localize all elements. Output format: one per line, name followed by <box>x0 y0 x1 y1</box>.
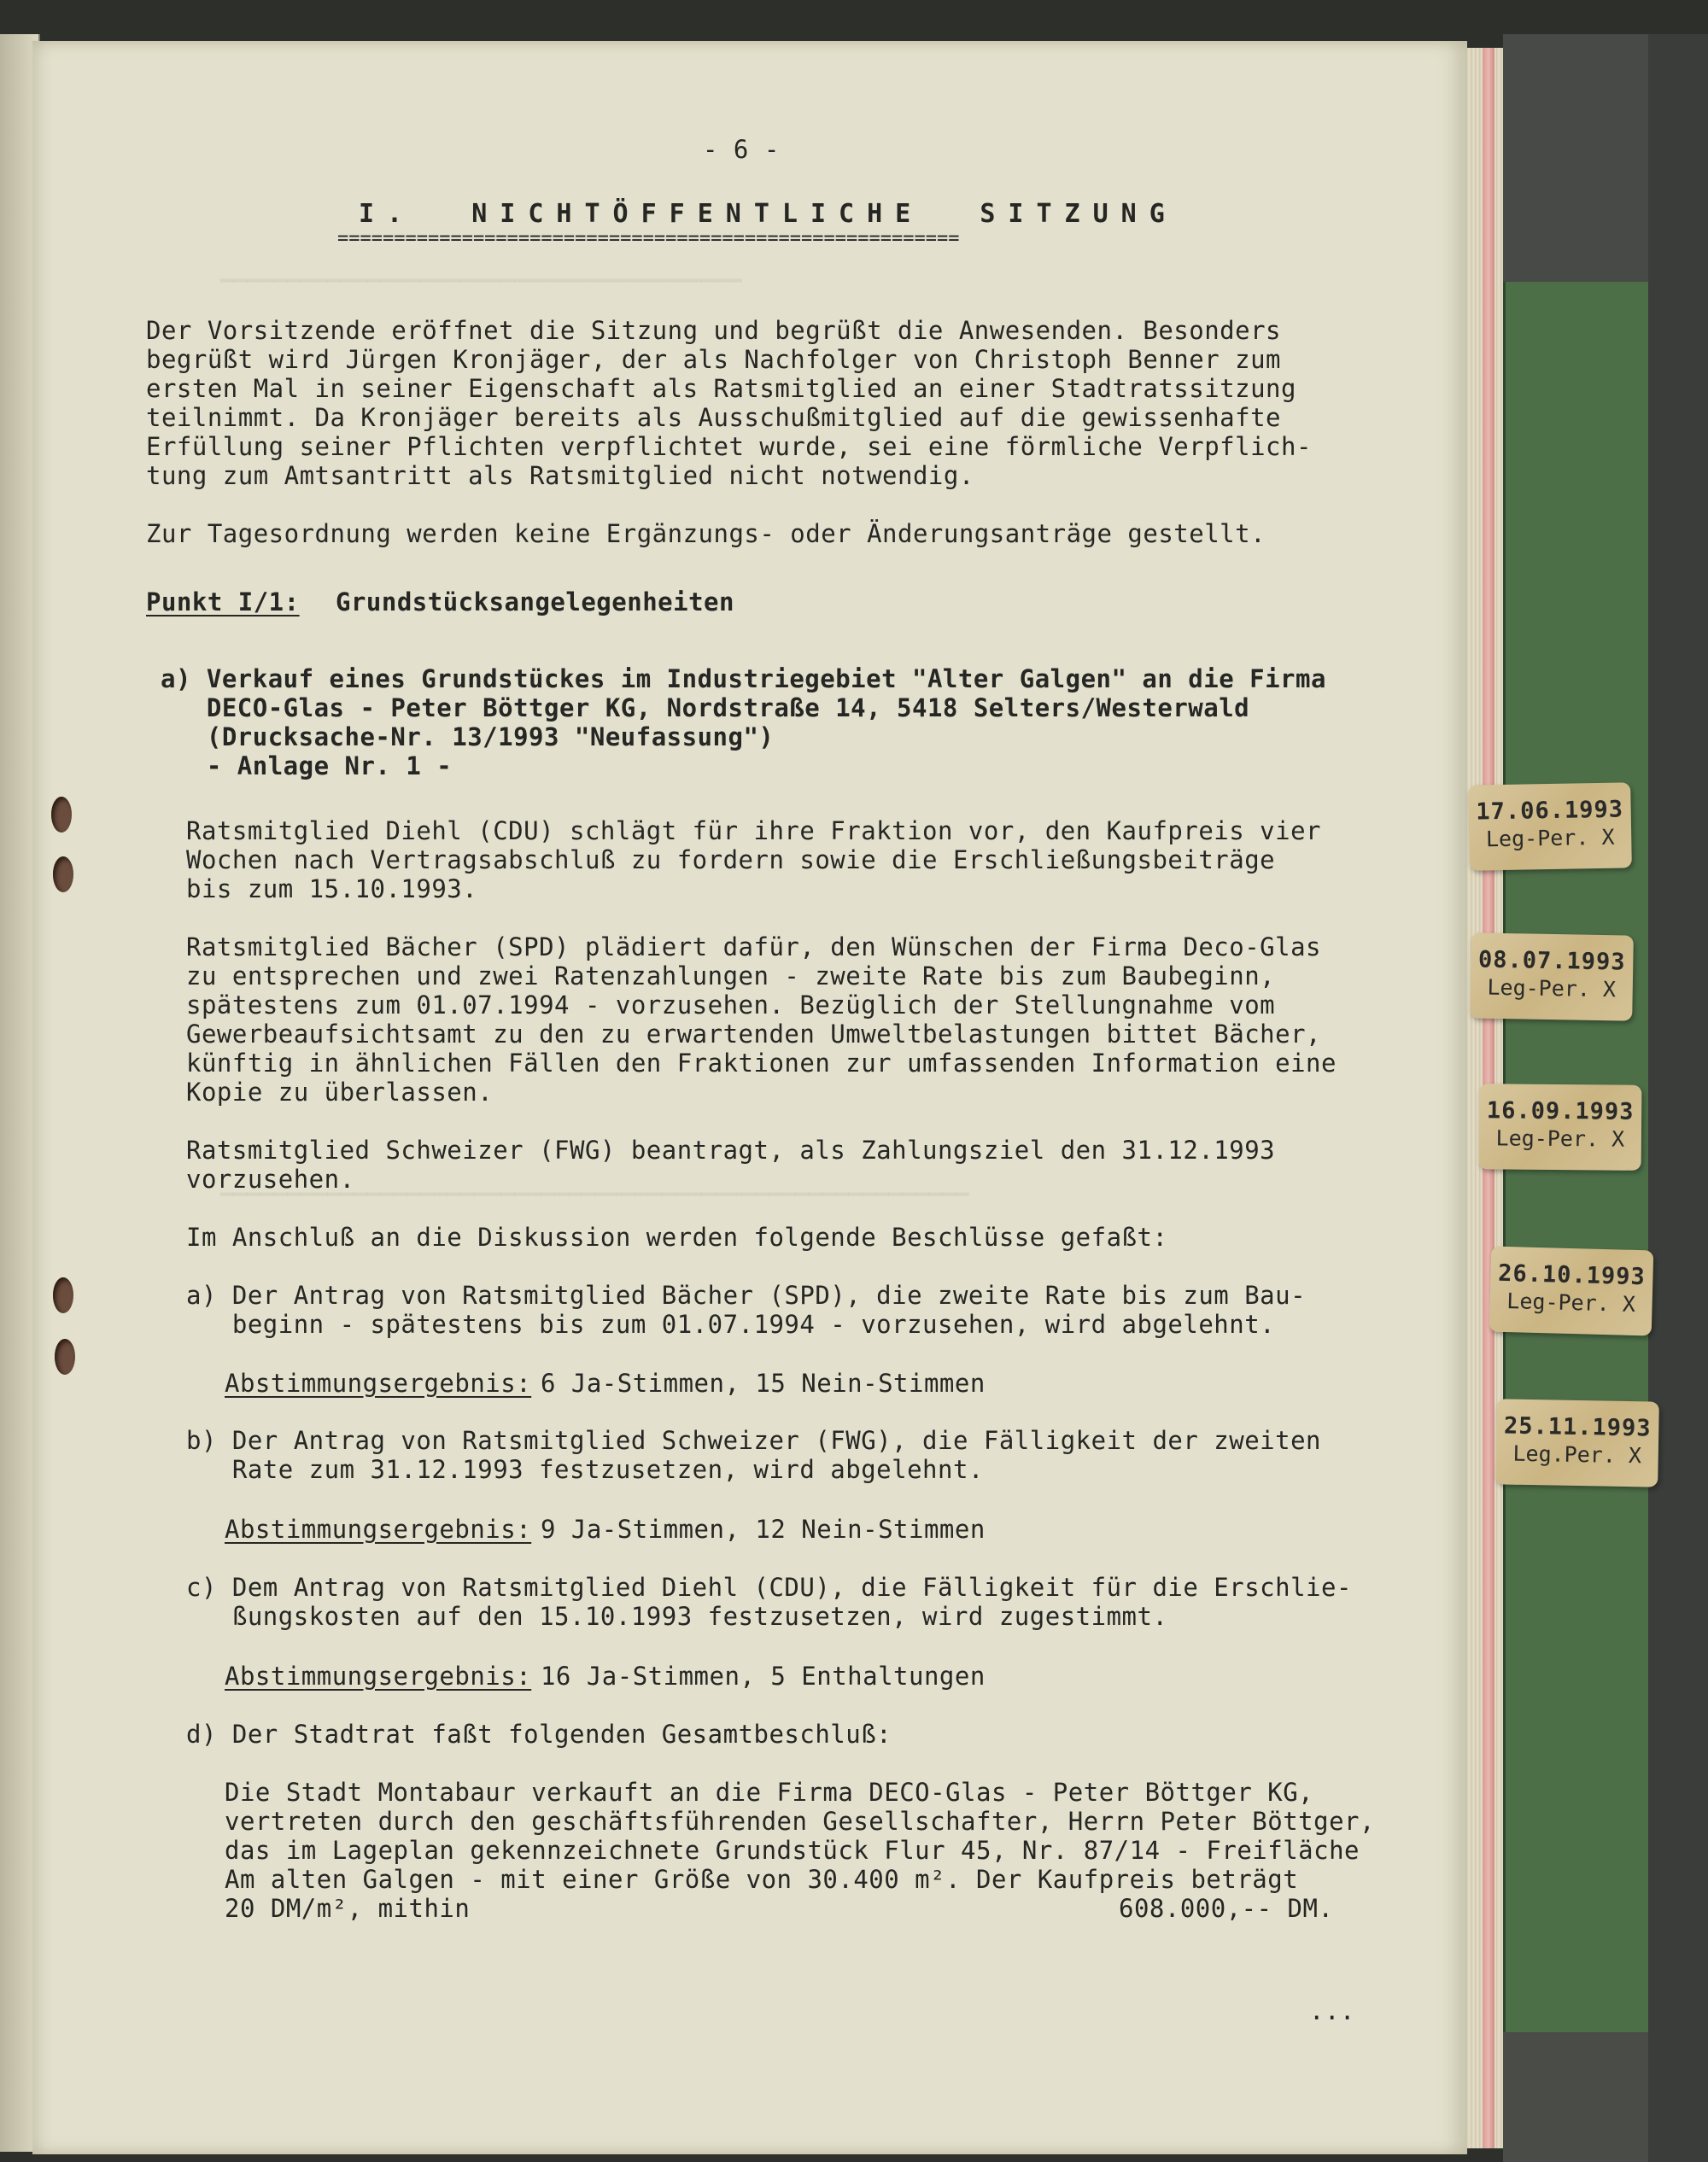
bleed-through: ▔▔▔▔▔▔▔▔▔▔▔▔▔▔▔▔▔▔▔▔▔▔▔▔▔▔▔▔▔▔▔▔▔▔▔▔▔▔▔ <box>220 280 742 306</box>
punch-hole <box>51 797 72 833</box>
text-line: b) Der Antrag von Ratsmitglied Schweizer (FWG), die Fälligkeit der zweiten <box>186 1426 1322 1455</box>
text-line: a) Der Antrag von Ratsmitglied Bächer (SPD), die zweite Rate bis zum Bau- <box>186 1281 1307 1310</box>
punch-hole <box>53 856 73 892</box>
tab-date: 25.11.1993 <box>1503 1412 1652 1442</box>
tab-label: Leg-Per. X <box>1487 974 1617 1002</box>
text-line: Erfüllung seiner Pflichten verpflichtet wurde, sei eine förmliche Verpflich- <box>146 432 1312 461</box>
binder-board-edge <box>1648 34 1708 2162</box>
text-line: vertreten durch den geschäftsführenden Gesellschafter, Herrn Peter Böttger, <box>225 1807 1375 1836</box>
section-title: I. NICHTÖFFENTLICHE SITZUNG <box>359 199 1178 229</box>
text-line: DECO-Glas - Peter Böttger KG, Nordstraße 14, 5418 Selters/Westerwald <box>161 693 1250 722</box>
punch-hole <box>55 1339 75 1375</box>
tab-date: 26.10.1993 <box>1497 1259 1647 1291</box>
title-underline-rule: ======================================================= <box>337 228 960 249</box>
text-line: Gewerbeaufsichtsamt zu den zu erwartenden Umweltbelastungen bittet Bächer, <box>186 1020 1322 1049</box>
text-line: beginn - spätestens bis zum 01.07.1994 - vorzusehen, wird abgelehnt. <box>186 1310 1276 1339</box>
punkt-label: Punkt I/1: <box>146 587 300 616</box>
text-line: Ratsmitglied Schweizer (FWG) beantragt, als Zahlungsziel den 31.12.1993 <box>186 1136 1276 1165</box>
decision-intro: Im Anschluß an die Diskussion werden folgende Beschlüsse gefaßt: <box>186 1223 1168 1252</box>
text-line: zu entsprechen und zwei Ratenzahlungen - zweite Rate bis zum Baubeginn, <box>186 961 1276 990</box>
text-line: spätestens zum 01.07.1994 - vorzusehen. Bezüglich der Stellungnahme vom <box>186 990 1276 1020</box>
index-tab[interactable] <box>1489 1247 1654 1336</box>
punkt-heading: Grundstücksangelegenheiten <box>336 587 734 616</box>
index-tab[interactable] <box>1495 1399 1659 1487</box>
vote-result-b: 9 Ja-Stimmen, 12 Nein-Stimmen <box>525 1515 986 1544</box>
total-price: 608.000,-- DM. <box>1119 1894 1334 1923</box>
text-line: begrüßt wird Jürgen Kronjäger, der als Nachfolger von Christoph Benner zum <box>146 345 1282 374</box>
text-line: Am alten Galgen - mit einer Größe von 30.400 m². Der Kaufpreis beträgt <box>225 1865 1299 1894</box>
decision-d: d) Der Stadtrat faßt folgenden Gesamtbeschluß: <box>186 1720 892 1749</box>
index-tab[interactable] <box>1479 1084 1642 1171</box>
text-line: tung zum Amtsantritt als Ratsmitglied nicht notwendig. <box>146 461 974 490</box>
text-line: Rate zum 31.12.1993 festzusetzen, wird abgelehnt. <box>186 1455 984 1484</box>
tab-date: 08.07.1993 <box>1477 946 1626 976</box>
page-number: - 6 - <box>703 135 780 164</box>
tab-label: Leg-Per. X <box>1485 824 1615 852</box>
document-page <box>32 41 1467 2154</box>
text-line: das im Lageplan gekennzeichnete Grundstück Flur 45, Nr. 87/14 - Freifläche <box>225 1836 1360 1865</box>
text-line: a) Verkauf eines Grundstückes im Industriegebiet "Alter Galgen" an die Firma <box>161 664 1326 693</box>
binder-board-green <box>1503 282 1651 2126</box>
punch-hole <box>53 1277 73 1313</box>
vote-result-c: 16 Ja-Stimmen, 5 Enthaltungen <box>525 1662 986 1691</box>
text-line: ßungskosten auf den 15.10.1993 festzusetzen, wird zugestimmt. <box>186 1602 1168 1631</box>
text-line: - Anlage Nr. 1 - <box>161 751 453 780</box>
text-line: (Drucksache-Nr. 13/1993 "Neufassung") <box>161 722 775 751</box>
text-line: bis zum 15.10.1993. <box>186 874 478 903</box>
vote-label: Abstimmungsergebnis: <box>225 1515 532 1544</box>
index-tab[interactable] <box>1470 932 1634 1020</box>
text-line: c) Dem Antrag von Ratsmitglied Diehl (CDU), die Fälligkeit für die Erschlie- <box>186 1573 1352 1602</box>
tab-date: 17.06.1993 <box>1476 796 1624 826</box>
text-line: Der Vorsitzende eröffnet die Sitzung und begrüßt die Anwesenden. Besonders <box>146 316 1282 345</box>
text-line: Die Stadt Montabaur verkauft an die Firma DECO-Glas - Peter Böttger KG, <box>225 1778 1314 1807</box>
agenda-note: Zur Tagesordnung werden keine Ergänzungs- oder Änderungsanträge gestellt. <box>146 519 1266 548</box>
text-line: teilnimmt. Da Kronjäger bereits als Ausschußmitglied auf die gewissenhafte <box>146 403 1282 432</box>
vote-label: Abstimmungsergebnis: <box>225 1369 532 1398</box>
text-line: vorzusehen. <box>186 1165 355 1194</box>
text-line: ersten Mal in seiner Eigenschaft als Ratsmitglied an einer Stadtratssitzung <box>146 374 1296 403</box>
tab-label: Leg-Per. X <box>1495 1125 1625 1152</box>
tab-label: Leg.Per. X <box>1512 1440 1642 1469</box>
index-tab[interactable] <box>1468 782 1632 870</box>
text-line: 20 DM/m², mithin <box>225 1894 471 1923</box>
tab-label: Leg-Per. X <box>1506 1288 1636 1317</box>
text-line: künftig in ähnlichen Fällen den Fraktionen zur umfassenden Information eine <box>186 1049 1337 1078</box>
bleed-through: ▔▔▔▔▔▔▔▔▔▔▔▔▔▔▔▔▔▔▔▔▔▔▔▔▔▔▔▔▔▔▔▔▔▔▔▔▔▔▔▔▔▔▔▔▔▔▔▔▔▔▔▔▔▔▔▔ <box>220 1194 969 1219</box>
text-line: Wochen nach Vertragsabschluß zu fordern sowie die Erschließungsbeiträge <box>186 845 1276 874</box>
vote-result-a: 6 Ja-Stimmen, 15 Nein-Stimmen <box>525 1369 986 1398</box>
text-line: Ratsmitglied Bächer (SPD) plädiert dafür, den Wünschen der Firma Deco-Glas <box>186 932 1322 961</box>
vote-label: Abstimmungsergebnis: <box>225 1662 532 1691</box>
text-line: Kopie zu überlassen. <box>186 1078 494 1107</box>
continuation-marker: ... <box>1309 1996 1355 2025</box>
text-line: Ratsmitglied Diehl (CDU) schlägt für ihre Fraktion vor, den Kaufpreis vier <box>186 816 1322 845</box>
tab-date: 16.09.1993 <box>1486 1097 1635 1125</box>
